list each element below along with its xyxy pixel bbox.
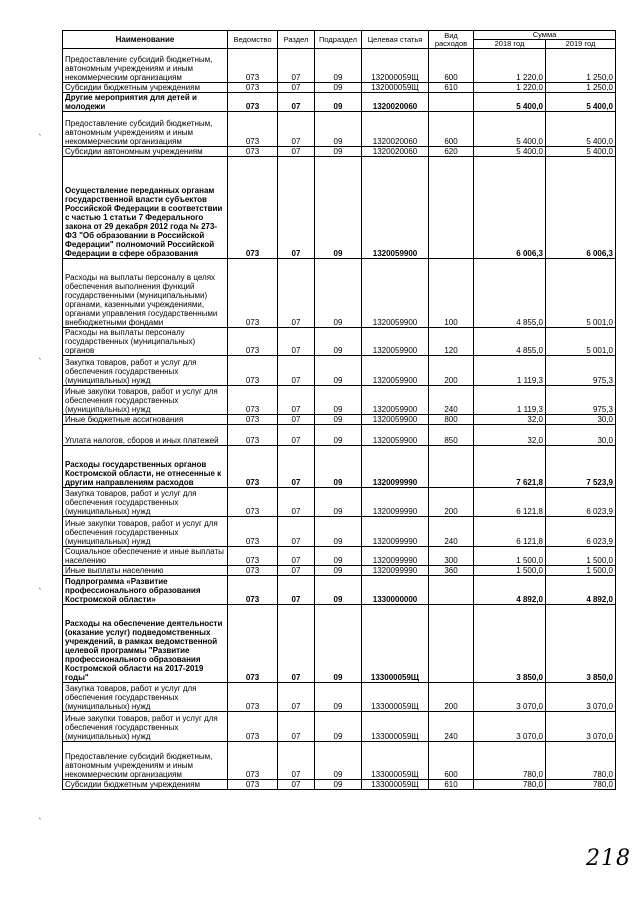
cell-name: Иные выплаты населению (63, 566, 228, 576)
cell-vedomstvo: 073 (228, 566, 278, 576)
cell-sum-2018: 5 400,0 (474, 147, 546, 157)
cell-sum-2018: 4 855,0 (474, 259, 546, 328)
cell-vid-rashodov (429, 157, 474, 259)
cell-celevaya-statya: 1320059900 (362, 386, 429, 415)
cell-celevaya-statya: 1320099990 (362, 488, 429, 517)
table-row (63, 517, 616, 547)
cell-sum-2018: 3 070,0 (474, 712, 546, 742)
cell-vedomstvo: 073 (228, 147, 278, 157)
cell-vid-rashodov: 800 (429, 415, 474, 425)
cell-sum-2019: 4 892,0 (546, 576, 616, 605)
col-header-vedomstvo: Ведомство (228, 31, 278, 49)
cell-sum-2018: 3 070,0 (474, 683, 546, 712)
cell-razdel: 07 (278, 157, 315, 259)
cell-sum-2018: 5 400,0 (474, 93, 546, 112)
cell-name: Уплата налогов, сборов и иных платежей (63, 425, 228, 446)
cell-sum-2019: 6 023,9 (546, 517, 616, 547)
cell-vid-rashodov: 240 (429, 517, 474, 547)
cell-sum-2019: 1 500,0 (546, 547, 616, 566)
cell-celevaya-statya: 1320020060 (362, 93, 429, 112)
cell-sum-2018: 7 621,8 (474, 446, 546, 488)
cell-podrazdel: 09 (315, 112, 362, 147)
cell-sum-2019: 975,3 (546, 386, 616, 415)
table-body (63, 49, 616, 790)
cell-sum-2018: 5 400,0 (474, 112, 546, 147)
cell-sum-2019: 1 250,0 (546, 49, 616, 83)
cell-sum-2018: 6 006,3 (474, 157, 546, 259)
cell-celevaya-statya: 1320099990 (362, 547, 429, 566)
cell-sum-2018: 4 855,0 (474, 328, 546, 356)
cell-vedomstvo: 073 (228, 83, 278, 93)
cell-name: Социальное обеспечение и иные выплаты населению (63, 547, 228, 566)
cell-vedomstvo: 073 (228, 547, 278, 566)
cell-podrazdel: 09 (315, 712, 362, 742)
cell-vid-rashodov (429, 93, 474, 112)
cell-razdel: 07 (278, 712, 315, 742)
cell-vid-rashodov: 600 (429, 49, 474, 83)
cell-name: Закупка товаров, работ и услуг для обеспечения государственных (муниципальных) нужд (63, 356, 228, 386)
cell-celevaya-statya: 1320020060 (362, 147, 429, 157)
cell-podrazdel: 09 (315, 605, 362, 683)
cell-vid-rashodov: 200 (429, 488, 474, 517)
cell-vid-rashodov: 850 (429, 425, 474, 446)
margin-mark: ` (38, 818, 43, 828)
cell-vid-rashodov: 240 (429, 712, 474, 742)
cell-sum-2019: 30,0 (546, 425, 616, 446)
cell-celevaya-statya: 1320099990 (362, 517, 429, 547)
page-number: 218 (586, 846, 631, 871)
cell-razdel: 07 (278, 425, 315, 446)
cell-vedomstvo: 073 (228, 415, 278, 425)
table-row (63, 386, 616, 415)
cell-sum-2019: 5 001,0 (546, 328, 616, 356)
col-header-summa: Сумма (474, 31, 616, 40)
cell-celevaya-statya: 1320099990 (362, 566, 429, 576)
cell-sum-2018: 780,0 (474, 742, 546, 780)
cell-sum-2018: 1 220,0 (474, 83, 546, 93)
cell-razdel: 07 (278, 517, 315, 547)
cell-sum-2019: 5 400,0 (546, 112, 616, 147)
cell-vedomstvo: 073 (228, 488, 278, 517)
cell-vedomstvo: 073 (228, 386, 278, 415)
cell-podrazdel: 09 (315, 566, 362, 576)
cell-name: Иные закупки товаров, работ и услуг для обеспечения государственных (муниципальных) нужд (63, 712, 228, 742)
cell-name: Закупка товаров, работ и услуг для обеспечения государственных (муниципальных) нужд (63, 683, 228, 712)
cell-name: Закупка товаров, работ и услуг для обеспечения государственных (муниципальных) нужд (63, 488, 228, 517)
cell-podrazdel: 09 (315, 683, 362, 712)
cell-razdel: 07 (278, 488, 315, 517)
cell-podrazdel: 09 (315, 93, 362, 112)
cell-podrazdel: 09 (315, 386, 362, 415)
cell-vedomstvo: 073 (228, 683, 278, 712)
cell-name: Расходы на обеспечение деятельности (оказание услуг) подведомственных учреждений, в рамках ведомственной целевой программы "Развитие профессионального образования Костромской области на 2017-2019 годы" (63, 605, 228, 683)
col-header-podrazdel: Подраздел (315, 31, 362, 49)
cell-celevaya-statya: 1320059900 (362, 356, 429, 386)
cell-celevaya-statya: 133000059Щ (362, 683, 429, 712)
cell-vedomstvo: 073 (228, 49, 278, 83)
cell-vedomstvo: 073 (228, 517, 278, 547)
cell-razdel: 07 (278, 605, 315, 683)
cell-sum-2019: 30,0 (546, 415, 616, 425)
cell-vedomstvo: 073 (228, 605, 278, 683)
table-row (63, 49, 616, 83)
col-header-vid-rashodov: Вид расходов (429, 31, 474, 49)
cell-sum-2019: 5 001,0 (546, 259, 616, 328)
cell-sum-2019: 3 850,0 (546, 605, 616, 683)
cell-name: Расходы на выплаты персоналу в целях обеспечения выполнения функций государственными (муниципальными) органами, казенными учреждениями, органами управления государственными внебюджетными фондами (63, 259, 228, 328)
cell-sum-2018: 1 500,0 (474, 547, 546, 566)
cell-vid-rashodov: 120 (429, 328, 474, 356)
cell-podrazdel: 09 (315, 83, 362, 93)
table-row (63, 83, 616, 93)
cell-celevaya-statya: 132000059Щ (362, 83, 429, 93)
cell-vedomstvo: 073 (228, 712, 278, 742)
cell-podrazdel: 09 (315, 356, 362, 386)
cell-vedomstvo: 073 (228, 576, 278, 605)
table-row (63, 488, 616, 517)
cell-vid-rashodov: 600 (429, 742, 474, 780)
cell-vedomstvo: 073 (228, 93, 278, 112)
table-row (63, 356, 616, 386)
cell-vid-rashodov: 360 (429, 566, 474, 576)
cell-razdel: 07 (278, 415, 315, 425)
table-row (63, 780, 616, 790)
cell-vid-rashodov: 610 (429, 780, 474, 790)
cell-sum-2019: 780,0 (546, 742, 616, 780)
cell-vid-rashodov: 620 (429, 147, 474, 157)
cell-podrazdel: 09 (315, 328, 362, 356)
cell-name: Предоставление субсидий бюджетным, автономным учреждениям и иным некоммерческим организациям (63, 742, 228, 780)
cell-sum-2018: 4 892,0 (474, 576, 546, 605)
cell-name: Субсидии бюджетным учреждениям (63, 780, 228, 790)
cell-vid-rashodov (429, 576, 474, 605)
cell-vid-rashodov: 100 (429, 259, 474, 328)
cell-celevaya-statya: 133000059Щ (362, 780, 429, 790)
cell-razdel: 07 (278, 356, 315, 386)
cell-sum-2019: 7 523,9 (546, 446, 616, 488)
cell-razdel: 07 (278, 93, 315, 112)
table-row (63, 157, 616, 259)
col-header-2018: 2018 год (474, 40, 546, 49)
table-row (63, 547, 616, 566)
cell-name: Иные бюджетные ассигнования (63, 415, 228, 425)
cell-celevaya-statya: 1320020060 (362, 112, 429, 147)
budget-table (62, 30, 616, 790)
cell-sum-2019: 5 400,0 (546, 147, 616, 157)
cell-sum-2019: 975,3 (546, 356, 616, 386)
cell-vid-rashodov: 240 (429, 386, 474, 415)
cell-razdel: 07 (278, 547, 315, 566)
table-row (63, 112, 616, 147)
cell-sum-2019: 1 250,0 (546, 83, 616, 93)
cell-sum-2019: 5 400,0 (546, 93, 616, 112)
cell-razdel: 07 (278, 780, 315, 790)
cell-vedomstvo: 073 (228, 446, 278, 488)
cell-razdel: 07 (278, 147, 315, 157)
cell-podrazdel: 09 (315, 576, 362, 605)
cell-sum-2018: 32,0 (474, 415, 546, 425)
cell-razdel: 07 (278, 328, 315, 356)
cell-name: Субсидии автономным учреждениям (63, 147, 228, 157)
cell-sum-2018: 1 119,3 (474, 386, 546, 415)
cell-podrazdel: 09 (315, 157, 362, 259)
cell-podrazdel: 09 (315, 446, 362, 488)
cell-sum-2019: 780,0 (546, 780, 616, 790)
cell-vid-rashodov (429, 446, 474, 488)
cell-sum-2018: 1 220,0 (474, 49, 546, 83)
cell-razdel: 07 (278, 259, 315, 328)
margin-mark: ` (38, 588, 43, 598)
cell-celevaya-statya: 133000059Щ (362, 605, 429, 683)
cell-sum-2018: 780,0 (474, 780, 546, 790)
cell-name: Иные закупки товаров, работ и услуг для обеспечения государственных (муниципальных) нужд (63, 386, 228, 415)
margin-mark: ` (38, 134, 43, 144)
cell-podrazdel: 09 (315, 547, 362, 566)
table-row (63, 576, 616, 605)
cell-podrazdel: 09 (315, 780, 362, 790)
table-row (63, 415, 616, 425)
col-header-2019: 2019 год (546, 40, 616, 49)
cell-sum-2019: 1 500,0 (546, 566, 616, 576)
cell-razdel: 07 (278, 49, 315, 83)
cell-celevaya-statya: 1320059900 (362, 259, 429, 328)
cell-razdel: 07 (278, 446, 315, 488)
cell-vid-rashodov: 200 (429, 683, 474, 712)
table-row (63, 425, 616, 446)
table-row (63, 742, 616, 780)
table-row (63, 605, 616, 683)
cell-razdel: 07 (278, 112, 315, 147)
cell-celevaya-statya: 1330000000 (362, 576, 429, 605)
cell-sum-2018: 32,0 (474, 425, 546, 446)
cell-sum-2018: 6 121,8 (474, 488, 546, 517)
cell-sum-2018: 6 121,8 (474, 517, 546, 547)
table-row (63, 566, 616, 576)
cell-razdel: 07 (278, 386, 315, 415)
table-row (63, 259, 616, 328)
cell-name: Предоставление субсидий бюджетным, автономным учреждениям и иным некоммерческим организациям (63, 49, 228, 83)
cell-celevaya-statya: 1320059900 (362, 415, 429, 425)
cell-podrazdel: 09 (315, 49, 362, 83)
cell-podrazdel: 09 (315, 742, 362, 780)
table-row (63, 93, 616, 112)
cell-razdel: 07 (278, 566, 315, 576)
cell-name: Расходы на выплаты персоналу государственных (муниципальных) органов (63, 328, 228, 356)
cell-sum-2019: 6 023,9 (546, 488, 616, 517)
cell-vedomstvo: 073 (228, 742, 278, 780)
cell-name: Предоставление субсидий бюджетным, автономным учреждениям и иным некоммерческим организациям (63, 112, 228, 147)
cell-celevaya-statya: 1320059900 (362, 425, 429, 446)
table-row (63, 446, 616, 488)
cell-vedomstvo: 073 (228, 780, 278, 790)
cell-razdel: 07 (278, 683, 315, 712)
cell-vid-rashodov: 300 (429, 547, 474, 566)
cell-vid-rashodov: 610 (429, 83, 474, 93)
cell-podrazdel: 09 (315, 488, 362, 517)
cell-sum-2018: 3 850,0 (474, 605, 546, 683)
col-header-razdel: Раздел (278, 31, 315, 49)
table-row (63, 683, 616, 712)
cell-razdel: 07 (278, 576, 315, 605)
table-row (63, 328, 616, 356)
cell-vedomstvo: 073 (228, 259, 278, 328)
cell-vid-rashodov (429, 605, 474, 683)
cell-name: Иные закупки товаров, работ и услуг для обеспечения государственных (муниципальных) нужд (63, 517, 228, 547)
cell-name: Осуществление переданных органам государственной власти субъектов Российской Федерации в соответствии с частью 1 статьи 7 Федерального закона от 29 декабря 2012 года № 273-ФЗ "Об образовании в Российской Федерации" полномочий Российской Федерации в сфере образования (63, 157, 228, 259)
cell-razdel: 07 (278, 742, 315, 780)
cell-podrazdel: 09 (315, 147, 362, 157)
cell-podrazdel: 09 (315, 259, 362, 328)
cell-vid-rashodov: 600 (429, 112, 474, 147)
cell-sum-2018: 1 500,0 (474, 566, 546, 576)
col-header-name: Наименование (63, 31, 228, 49)
cell-name: Расходы государственных органов Костромской области, не отнесенные к другим направлениям расходов (63, 446, 228, 488)
cell-sum-2019: 3 070,0 (546, 683, 616, 712)
cell-sum-2019: 3 070,0 (546, 712, 616, 742)
cell-celevaya-statya: 1320099990 (362, 446, 429, 488)
cell-vedomstvo: 073 (228, 112, 278, 147)
cell-celevaya-statya: 133000059Щ (362, 712, 429, 742)
cell-celevaya-statya: 132000059Щ (362, 49, 429, 83)
cell-name: Субсидии бюджетным учреждениям (63, 83, 228, 93)
cell-sum-2018: 1 119,3 (474, 356, 546, 386)
cell-vedomstvo: 073 (228, 328, 278, 356)
table-row (63, 712, 616, 742)
cell-celevaya-statya: 1320059900 (362, 157, 429, 259)
cell-sum-2019: 6 006,3 (546, 157, 616, 259)
cell-vedomstvo: 073 (228, 425, 278, 446)
cell-podrazdel: 09 (315, 415, 362, 425)
cell-celevaya-statya: 133000059Щ (362, 742, 429, 780)
cell-podrazdel: 09 (315, 425, 362, 446)
margin-mark: ` (38, 358, 43, 368)
col-header-celevaya-statya: Целевая статья (362, 31, 429, 49)
cell-vedomstvo: 073 (228, 356, 278, 386)
cell-name: Подпрограмма «Развитие профессионального образования Костромской области» (63, 576, 228, 605)
cell-vedomstvo: 073 (228, 157, 278, 259)
cell-celevaya-statya: 1320059900 (362, 328, 429, 356)
table-row (63, 147, 616, 157)
cell-podrazdel: 09 (315, 517, 362, 547)
cell-vid-rashodov: 200 (429, 356, 474, 386)
cell-name: Другие мероприятия для детей и молодежи (63, 93, 228, 112)
cell-razdel: 07 (278, 83, 315, 93)
